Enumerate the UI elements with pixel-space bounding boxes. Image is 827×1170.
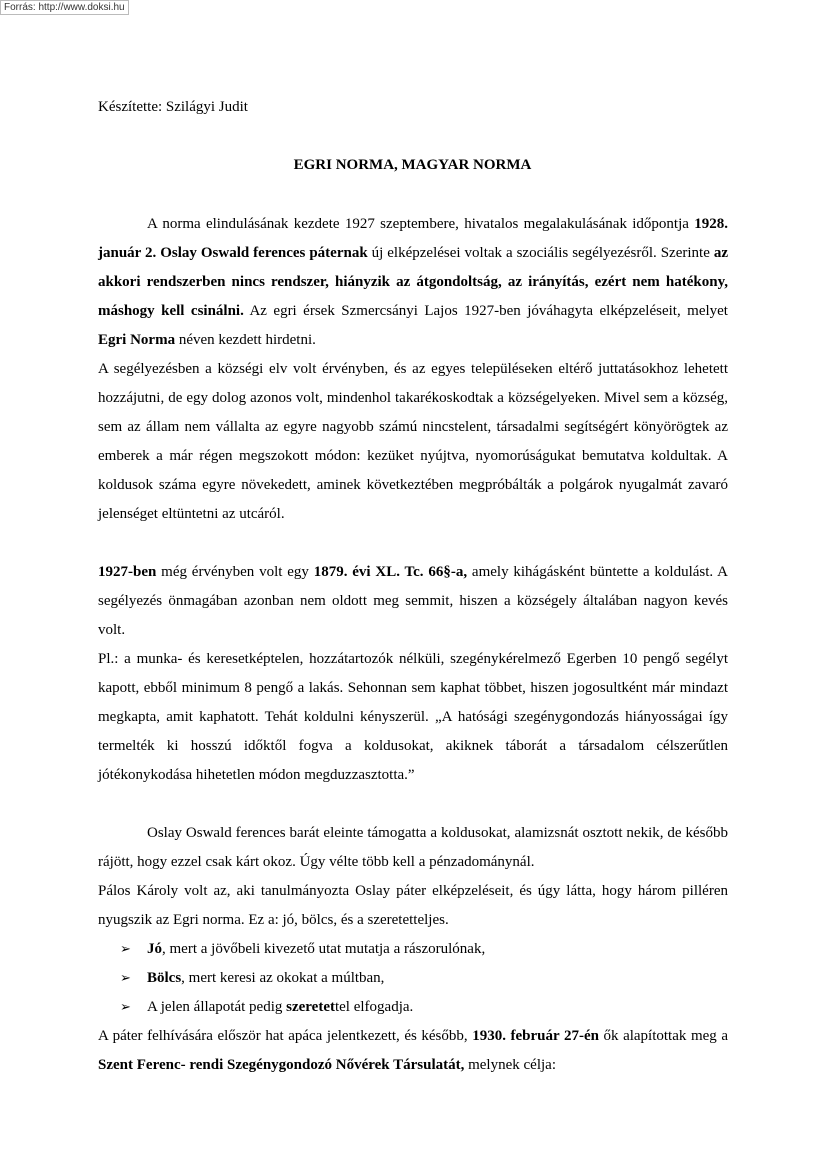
pillar-list [98,935,728,1022]
list-item: ➢ A jelen állapotát pedig szeretettel elfogadja. [98,993,728,1022]
document-body [98,210,728,1080]
list-item: ➢ Bölcs, mert keresi az okokat a múltban, [98,964,728,993]
paragraph-law: 1927-ben még érvényben volt egy 1879. évi XL. Tc. 66§-a, amely kihágásként büntette a koldulást. A segélyezés önmagában azonban nem oldott meg semmit, hiszen a községely általában nagyon kevés volt. [98,564,728,638]
arrow-bullet-icon: ➢ [120,942,131,957]
document-title: EGRI NORMA, MAGYAR NORMA [293,157,532,173]
arrow-bullet-icon: ➢ [120,971,131,986]
paragraph-founding: A páter felhívására először hat apáca jelentkezett, és később, 1930. február 27-én ők alapítottak meg a Szent Ferenc- rendi Szegénygondozó Nővérek Társulatát, melynek célja: [98,1028,728,1073]
paragraph-intro: A norma elindulásának kezdete 1927 szeptembere, hivatalos megalakulásának időpontja 1928. január 2. Oslay Oswald ferences páternak új elképzelései voltak a szociális segélyezésről. Szerinte az akkori rendszerben nincs rendszer, hiányzik az átgondoltság, az irányítás, ezért nem hatékony, máshogy kell csinálni. Az egri érsek Szmercsányi Lajos 1927-ben jóváhagyta elképzeléseit, melyet Egri Norma néven kezdett hirdetni. [98,216,728,348]
paragraph-municipal-aid: A segélyezésben a községi elv volt érvényben, és az egyes településeken eltérő juttatásokhoz lehetett hozzájutni, de egy dolog azonos volt, mindenhol takarékoskodtak a községelyeken. Mivel sem a község, sem az állam nem vállalta az egyre nagyobb számú nincstelent, társadalmi segítségért könyörögtek az emberek a már régen megszokott módon: kezüket nyújtva, nyomorúságukat bemutatva koldultak. A koldusok száma egyre növekedett, aminek következtében megpróbálták a polgárok nyugalmát zavaró jelenséget eltüntetni az utcáról. [98,361,728,522]
list-item: ➢ Jó, mert a jövőbeli kivezető utat mutatja a rászorulónak, [98,935,728,964]
paragraph-palos: Pálos Károly volt az, aki tanulmányozta Oslay páter elképzeléseit, és úgy látta, hogy három pilléren nyugszik az Egri norma. Ez a: jó, bölcs, és a szeretetteljes. [98,883,728,928]
author-line: Készítette: Szilágyi Judit [98,99,248,115]
source-label: Forrás: http://www.doksi.hu [0,0,129,15]
arrow-bullet-icon: ➢ [120,1000,131,1015]
paragraph-oslay: Oslay Oswald ferences barát eleinte támogatta a koldusokat, alamizsnát osztott nekik, de később rájött, hogy ezzel csak kárt okoz. Úgy vélte több kell a pénzadománynál. [98,825,728,870]
paragraph-example: Pl.: a munka- és keresetképtelen, hozzátartozók nélküli, szegénykérelmező Egerben 10 pengő segélyt kapott, ebből minimum 8 pengő a lakás. Sehonnan sem kaphat többet, hiszen jogosultként már mindazt megkapta, amit kaphatott. Tehát koldulni kényszerül. „A hatósági szegénygondozás hiányosságai így termelték ki hosszú időktől fogva a koldusokat, akiknek táborát a társadalom célszerűtlen jótékonykodása hihetetlen módon megduzzasztotta.” [98,651,728,783]
